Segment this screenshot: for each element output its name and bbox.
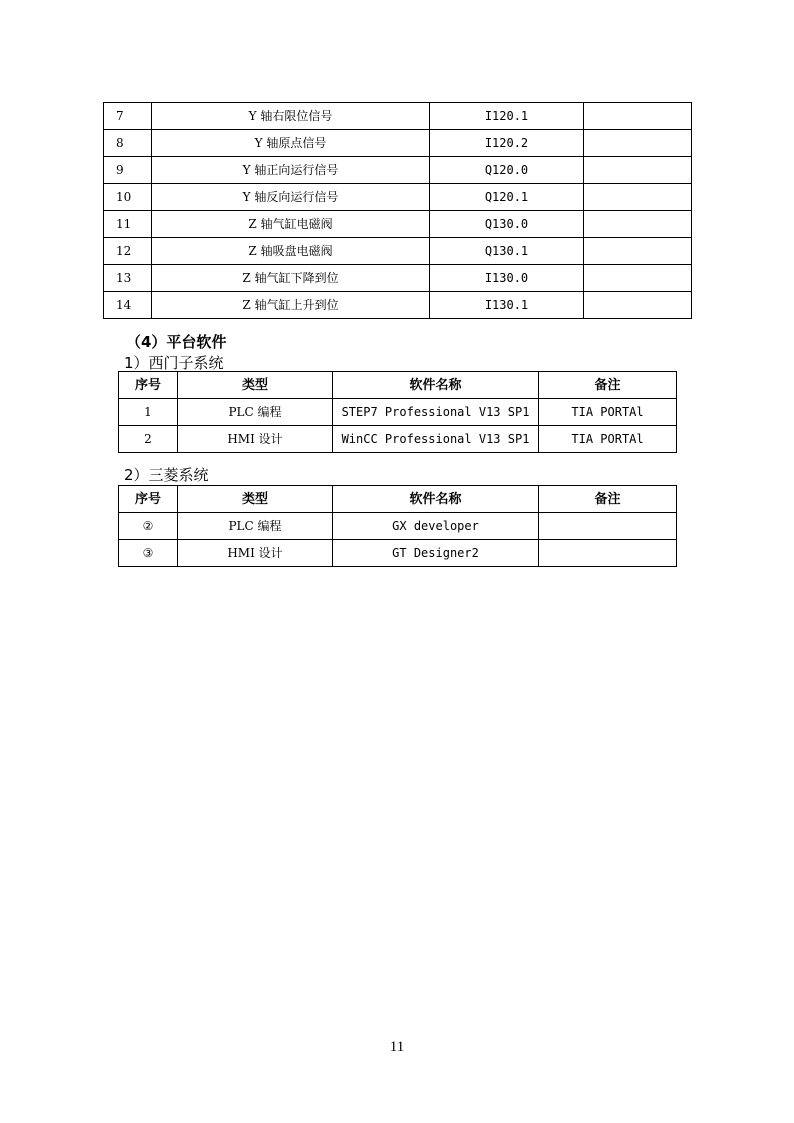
signal-name: Z 轴吸盘电磁阀 [152, 238, 430, 265]
row-number: 7 [104, 103, 152, 130]
software-name: GT Designer2 [333, 540, 539, 567]
table-row [119, 426, 677, 453]
table-row [119, 513, 677, 540]
siemens-software-table [118, 371, 677, 453]
row-number: 12 [104, 238, 152, 265]
signal-name: Y 轴反向运行信号 [152, 184, 430, 211]
column-header-software: 软件名称 [333, 486, 539, 513]
row-number: 14 [104, 292, 152, 319]
signal-name: Y 轴原点信号 [152, 130, 430, 157]
page-number: 11 [389, 1039, 405, 1055]
note-cell: TIA PORTAl [539, 426, 677, 453]
table-row [104, 238, 692, 265]
signal-name: Z 轴气缸上升到位 [152, 292, 430, 319]
software-type: HMI 设计 [178, 426, 333, 453]
io-address: I120.1 [430, 103, 584, 130]
io-address: Q130.0 [430, 211, 584, 238]
note-cell [584, 130, 692, 157]
column-header-note: 备注 [539, 372, 677, 399]
column-header-no: 序号 [119, 372, 178, 399]
software-type: PLC 编程 [178, 513, 333, 540]
row-number: ② [119, 513, 178, 540]
siemens-system-heading: 1）西门子系统 [124, 354, 224, 372]
table-row [104, 211, 692, 238]
signal-name: Y 轴正向运行信号 [152, 157, 430, 184]
table-row [119, 540, 677, 567]
io-address: Q120.0 [430, 157, 584, 184]
table-row [104, 130, 692, 157]
io-address: I120.2 [430, 130, 584, 157]
column-header-software: 软件名称 [333, 372, 539, 399]
column-header-type: 类型 [178, 372, 333, 399]
note-cell [539, 513, 677, 540]
table-row [104, 292, 692, 319]
row-number: ③ [119, 540, 178, 567]
io-address: I130.1 [430, 292, 584, 319]
io-address: Q130.1 [430, 238, 584, 265]
note-cell [584, 103, 692, 130]
row-number: 1 [119, 399, 178, 426]
note-cell [584, 157, 692, 184]
column-header-type: 类型 [178, 486, 333, 513]
software-name: WinCC Professional V13 SP1 [333, 426, 539, 453]
table-row [119, 399, 677, 426]
row-number: 13 [104, 265, 152, 292]
note-cell [584, 211, 692, 238]
software-name: GX developer [333, 513, 539, 540]
note-cell [584, 265, 692, 292]
software-name: STEP7 Professional V13 SP1 [333, 399, 539, 426]
mitsubishi-software-table [118, 485, 677, 567]
note-cell [584, 184, 692, 211]
software-type: PLC 编程 [178, 399, 333, 426]
table-row [104, 265, 692, 292]
table-header-row [119, 372, 677, 399]
row-number: 8 [104, 130, 152, 157]
note-cell [584, 292, 692, 319]
row-number: 10 [104, 184, 152, 211]
row-number: 9 [104, 157, 152, 184]
signal-name: Y 轴右限位信号 [152, 103, 430, 130]
column-header-no: 序号 [119, 486, 178, 513]
column-header-note: 备注 [539, 486, 677, 513]
io-address-table [103, 102, 692, 319]
mitsubishi-system-heading: 2）三菱系统 [124, 466, 209, 484]
section-heading-platform-software: （4）平台软件 [126, 333, 227, 351]
table-row [104, 157, 692, 184]
table-row [104, 184, 692, 211]
io-address: I130.0 [430, 265, 584, 292]
io-address: Q120.1 [430, 184, 584, 211]
note-cell: TIA PORTAl [539, 399, 677, 426]
table-row [104, 103, 692, 130]
software-type: HMI 设计 [178, 540, 333, 567]
row-number: 2 [119, 426, 178, 453]
note-cell [539, 540, 677, 567]
note-cell [584, 238, 692, 265]
signal-name: Z 轴气缸下降到位 [152, 265, 430, 292]
signal-name: Z 轴气缸电磁阀 [152, 211, 430, 238]
row-number: 11 [104, 211, 152, 238]
table-header-row [119, 486, 677, 513]
